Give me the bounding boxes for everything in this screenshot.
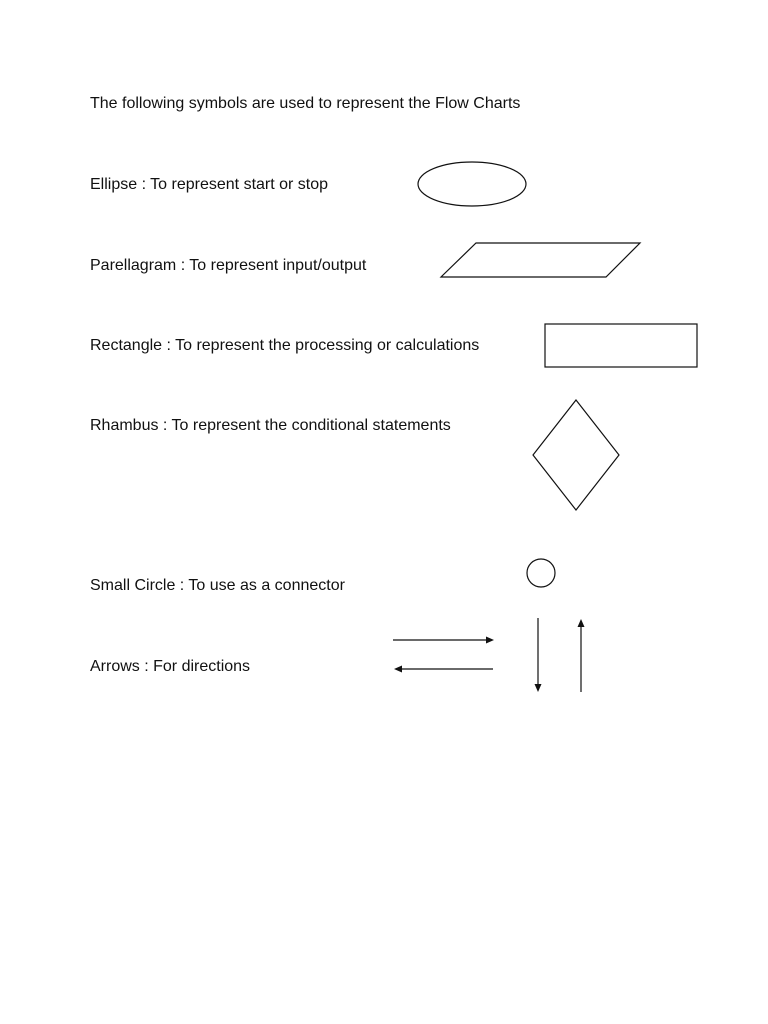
intro-heading: The following symbols are used to represent the Flow Charts	[90, 95, 521, 112]
arrow-up-icon	[578, 619, 585, 692]
rectangle-icon	[545, 324, 697, 367]
small-circle-description: Small Circle : To use as a connector	[90, 577, 345, 594]
arrows-icon	[393, 618, 585, 692]
rectangle-description: Rectangle : To represent the processing or calculations	[90, 337, 480, 354]
arrow-left-icon	[394, 666, 493, 673]
arrow-down-icon	[535, 618, 542, 692]
parallelogram-description: Parellagram : To represent input/output	[90, 257, 367, 274]
ellipse-icon	[418, 162, 526, 206]
small-circle-icon	[527, 559, 555, 587]
rhombus-description: Rhambus : To represent the conditional statements	[90, 417, 451, 434]
rhombus-icon	[533, 400, 619, 510]
arrows-description: Arrows : For directions	[90, 658, 251, 675]
arrow-right-icon	[393, 637, 494, 644]
parallelogram-icon	[441, 243, 640, 277]
ellipse-description: Ellipse : To represent start or stop	[90, 176, 329, 193]
